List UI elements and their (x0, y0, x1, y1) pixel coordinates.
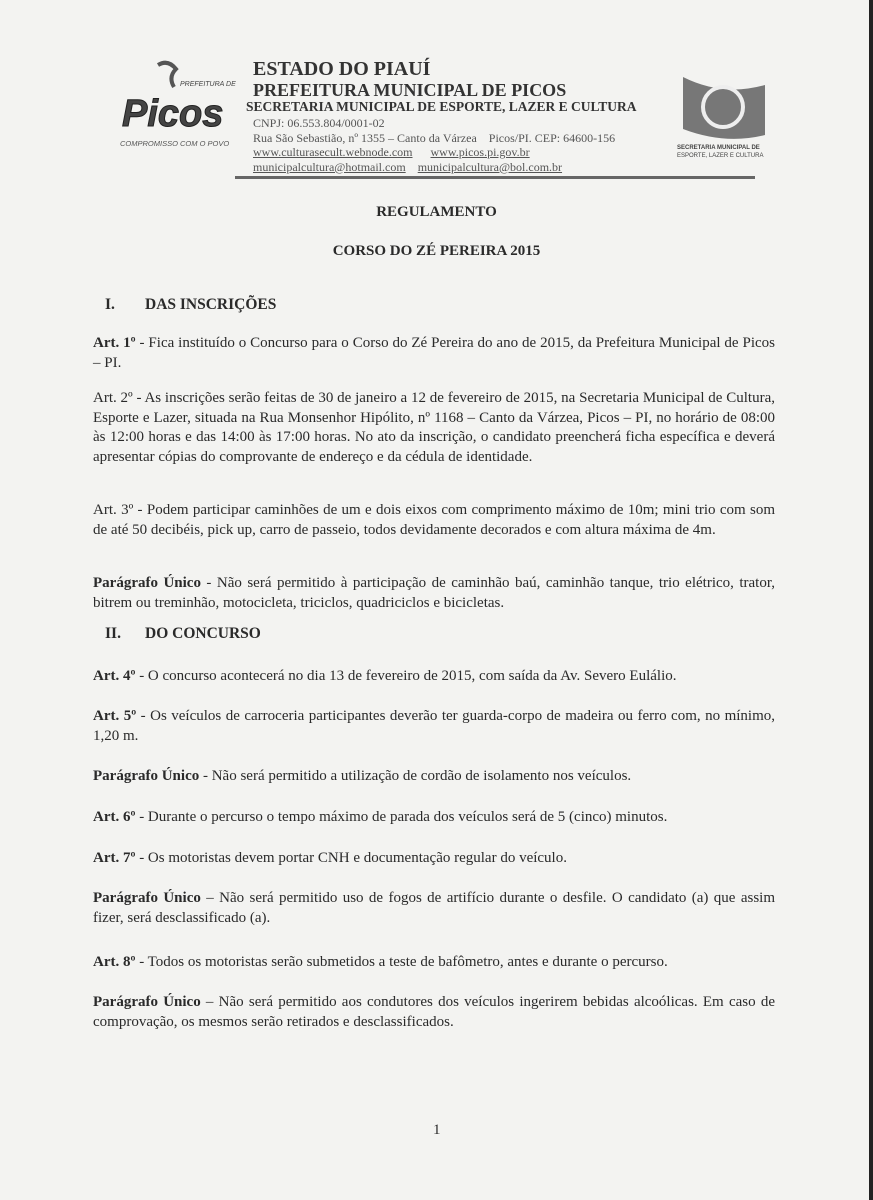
svg-text:ESPORTE, LAZER E CULTURA: ESPORTE, LAZER E CULTURA (677, 153, 764, 159)
header-secretariat: SECRETARIA MUNICIPAL DE ESPORTE, LAZER E CULTURA (246, 99, 637, 114)
article-paragraph: Parágrafo Único - Não será permitido à participação de caminhão baú, caminhão tanque, trio elétrico, trator, bitrem ou treminhão, motocicleta, triciclos, quadriciclos e bicicletas. (93, 575, 775, 611)
header-prefecture: PREFEITURA MUNICIPAL DE PICOS (253, 80, 567, 100)
email-link[interactable]: municipalcultura@bol.com.br (417, 159, 563, 174)
article-paragraph: Art. 8º - Todos os motoristas serão submetidos a teste de bafômetro, antes e durante o percurso. (93, 954, 668, 970)
header-address: Rua São Sebastião, nº 1355 – Canto da Várzea Picos/PI. CEP: 64600-156 (253, 130, 616, 145)
svg-text:PREFEITURA DE: PREFEITURA DE (180, 81, 236, 88)
email-link[interactable]: municipalcultura@hotmail.com (253, 159, 406, 174)
document-subtitle: CORSO DO ZÉ PEREIRA 2015 (332, 243, 541, 259)
section-heading: II. DO CONCURSO (105, 625, 261, 642)
svg-text:COMPROMISSO COM O POVO: COMPROMISSO COM O POVO (120, 139, 230, 148)
article-paragraph: Parágrafo Único - Não será permitido a utilização de cordão de isolamento nos veículos. (93, 768, 632, 784)
section-heading: I. DAS INSCRIÇÕES (105, 296, 277, 313)
prefeitura-picos-logo (118, 60, 238, 150)
article-paragraph: Art. 1º - Fica instituído o Concurso para o Corso do Zé Pereira do ano de 2015, da Prefeitura Municipal de Picos – PI. (93, 335, 776, 371)
article-paragraph: Art. 7º - Os motoristas devem portar CNH e documentação regular do veículo. (93, 850, 567, 866)
article-paragraph: Parágrafo Único – Não será permitido aos condutores dos veículos ingerirem bebidas alcoólicas. Em caso de comprovação, os mesmos serão retirados e desclassificados. (93, 994, 775, 1030)
svg-text:Picos: Picos (122, 93, 224, 135)
header-divider (235, 176, 755, 179)
article-paragraph: Art. 2º - As inscrições serão feitas de 30 de janeiro a 12 de fevereiro de 2015, na Secretaria Municipal de Cultura, Esporte e Lazer, situada na Rua Monsenhor Hipólito, nº 1168 – Canto da Várzea, Picos – PI, no horário de 08:00 às 12:00 horas e das 14:00 às 17:00 horas. No ato da inscrição, o candidato preencherá ficha específica e deverá apresentar cópias do comprovante de endereço e da cédula de identidade. (93, 390, 775, 465)
header-state: ESTADO DO PIAUÍ (253, 58, 431, 80)
svg-text:SECRETARIA MUNICIPAL DE: SECRETARIA MUNICIPAL DE (677, 145, 760, 151)
secretaria-logo (675, 65, 775, 160)
website-link[interactable]: www.picos.pi.gov.br (430, 145, 530, 159)
article-paragraph: Art. 5º - Os veículos de carroceria participantes deverão ter guarda-corpo de madeira ou ferro com, no mínimo, 1,20 m. (93, 708, 776, 744)
scan-edge (869, 0, 873, 1200)
website-link[interactable]: www.culturasecult.webnode.com (253, 145, 413, 159)
article-paragraph: Art. 4º - O concurso acontecerá no dia 13 de fevereiro de 2015, com saída da Av. Severo Eulálio. (93, 668, 677, 684)
document-title: REGULAMENTO (376, 204, 497, 220)
article-paragraph: Art. 6º - Durante o percurso o tempo máximo de parada dos veículos será de 5 (cinco) minutos. (93, 809, 668, 825)
page-number: 1 (433, 1122, 441, 1138)
article-paragraph: Parágrafo Único – Não será permitido uso de fogos de artifício durante o desfile. O candidato (a) que assim fizer, será desclassificado (a). (93, 890, 775, 926)
header-contact (253, 116, 615, 174)
article-paragraph: Art. 3º - Podem participar caminhões de um e dois eixos com comprimento máximo de 10m; mini trio com som de até 50 decibéis, pick up, carro de passeio, todos devidamente decorados e com altura máxima de 4m. (93, 502, 775, 538)
header-cnpj: CNPJ: 06.553.804/0001-02 (253, 116, 385, 130)
